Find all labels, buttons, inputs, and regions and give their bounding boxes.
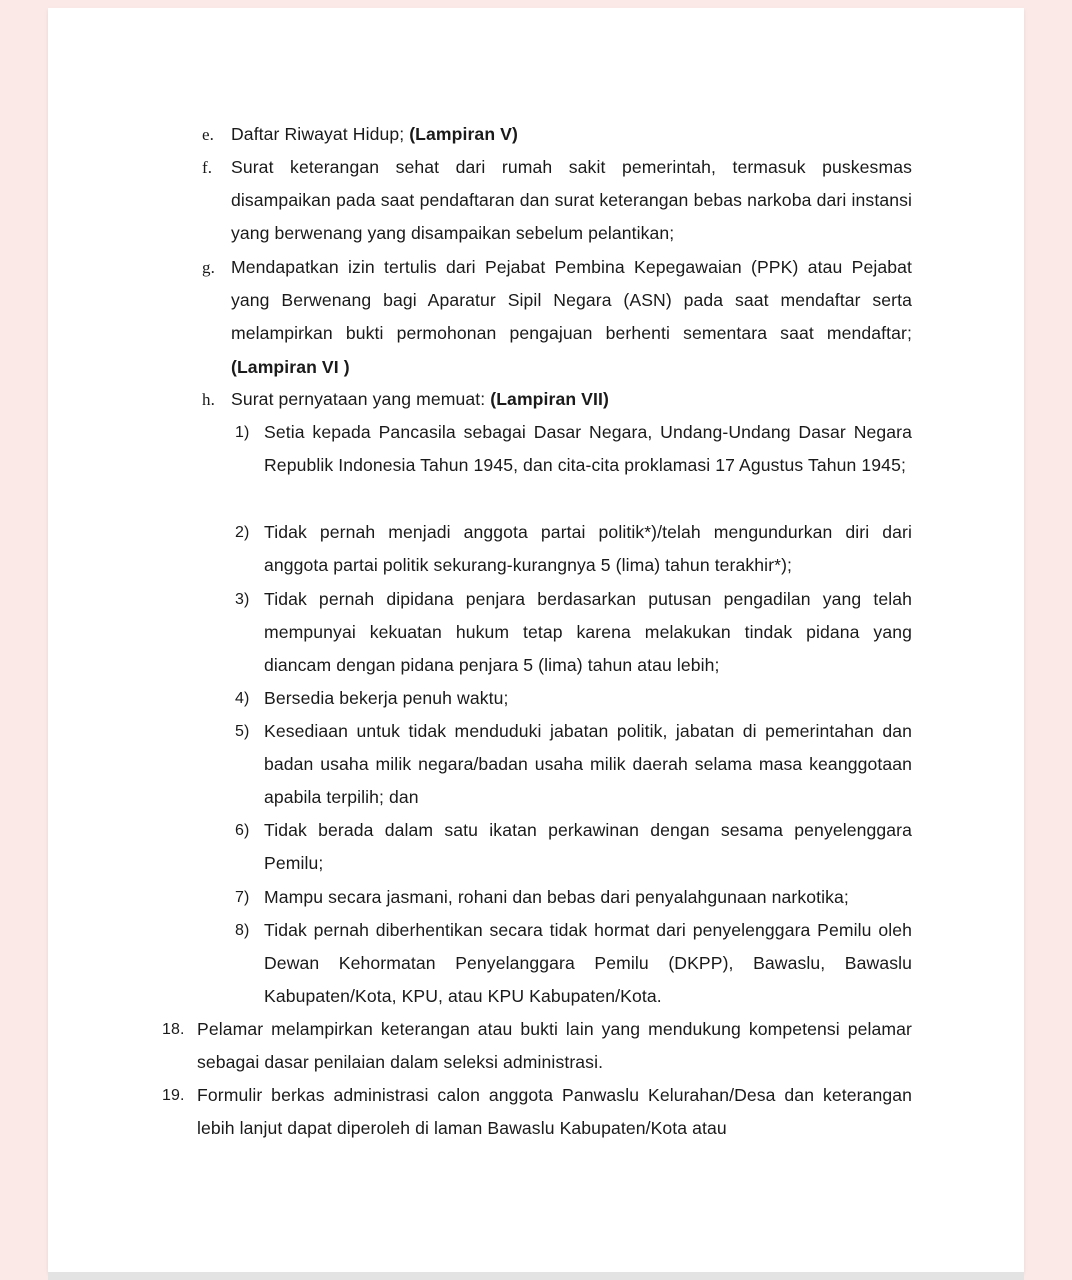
sub-list-item-text: Bersedia bekerja penuh waktu; bbox=[264, 688, 509, 708]
sub-list-item bbox=[235, 416, 912, 482]
sub-list-marker: 6) bbox=[235, 822, 250, 839]
list-marker: e. bbox=[202, 125, 214, 144]
sub-list-marker: 7) bbox=[235, 889, 250, 906]
sub-list-marker: 1) bbox=[235, 424, 250, 441]
main-list-marker: 19. bbox=[162, 1087, 185, 1104]
sub-list-item-text: Tidak pernah menjadi anggota partai politik*)/telah mengundurkan diri dari anggota partai politik sekurang-kurangnya 5 (lima) tahun terakhir*); bbox=[264, 522, 912, 576]
main-list-item-text: Formulir berkas administrasi calon anggota Panwaslu Kelurahan/Desa dan keterangan lebih lanjut dapat diperoleh di laman Bawaslu Kabupaten/Kota atau bbox=[197, 1085, 912, 1139]
sub-list-marker: 4) bbox=[235, 690, 250, 707]
sub-list-item-text: Mampu secara jasmani, rohani dan bebas dari penyalahgunaan narkotika; bbox=[264, 887, 849, 907]
sub-list-item-text: Tidak berada dalam satu ikatan perkawinan dengan sesama penyelenggara Pemilu; bbox=[264, 820, 912, 874]
sub-list-marker: 5) bbox=[235, 723, 250, 740]
sub-list-item bbox=[235, 881, 912, 914]
list-item-h bbox=[202, 383, 912, 416]
sub-list-item-text: Tidak pernah dipidana penjara berdasarkan putusan pengadilan yang telah mempunyai kekuatan hukum tetap karena melakukan tindak pidana yang diancam dengan pidana penjara 5 (lima) tahun atau lebih; bbox=[264, 589, 912, 676]
list-item-f bbox=[202, 151, 912, 251]
list-item-text: Mendapatkan izin tertulis dari Pejabat Pembina Kepegawaian (PPK) atau Pejabat yang Berwenang bagi Aparatur Sipil Negara (ASN) pada saat mendaftar serta melampirkan bukti permohonan pengajuan berhenti sementara saat mendaftar; (Lampiran VI ) bbox=[231, 257, 912, 377]
sub-list-item bbox=[235, 914, 912, 1014]
list-item-text: Surat pernyataan yang memuat: (Lampiran VII) bbox=[231, 389, 609, 409]
main-list-marker: 18. bbox=[162, 1021, 185, 1038]
sub-list-item-text: Kesediaan untuk tidak menduduki jabatan politik, jabatan di pemerintahan dan badan usaha milik negara/badan usaha milik daerah selama masa keanggotaan apabila terpilih; dan bbox=[264, 721, 912, 808]
sub-list-marker: 2) bbox=[235, 524, 250, 541]
list-item-g bbox=[202, 251, 912, 384]
main-list-item bbox=[162, 1013, 912, 1079]
sub-list-item bbox=[235, 583, 912, 683]
main-list-item-text: Pelamar melampirkan keterangan atau bukti lain yang mendukung kompetensi pelamar sebagai dasar penilaian dalam seleksi administrasi. bbox=[197, 1019, 912, 1073]
attachment-reference: (Lampiran V) bbox=[409, 124, 518, 144]
sub-list-item bbox=[235, 682, 912, 715]
page-edge-shadow bbox=[48, 1272, 1024, 1280]
sub-list-marker: 8) bbox=[235, 922, 250, 939]
attachment-reference: (Lampiran VII) bbox=[490, 389, 609, 409]
attachment-reference: (Lampiran VI ) bbox=[231, 356, 350, 377]
sub-list-item bbox=[235, 814, 912, 880]
sub-list-marker: 3) bbox=[235, 591, 250, 608]
sub-list-item bbox=[235, 715, 912, 815]
sub-list-item-text: Setia kepada Pancasila sebagai Dasar Negara, Undang-Undang Dasar Negara Republik Indonesia Tahun 1945, dan cita-cita proklamasi 17 Agustus Tahun 1945; bbox=[264, 422, 912, 476]
main-list-item bbox=[162, 1079, 912, 1145]
list-marker: g. bbox=[202, 258, 215, 277]
sub-list-item-text: Tidak pernah diberhentikan secara tidak hormat dari penyelenggara Pemilu oleh Dewan Kehormatan Penyelanggara Pemilu (DKPP), Bawaslu, Bawaslu Kabupaten/Kota, KPU, atau KPU Kabupaten/Kota. bbox=[264, 920, 912, 1007]
list-marker: h. bbox=[202, 390, 215, 409]
list-item-text: Daftar Riwayat Hidup; (Lampiran V) bbox=[231, 124, 518, 144]
list-item-text: Surat keterangan sehat dari rumah sakit pemerintah, termasuk puskesmas disampaikan pada saat pendaftaran dan surat keterangan bebas narkoba dari instansi yang berwenang yang disampaikan sebelum pelantikan; bbox=[231, 157, 912, 244]
list-marker: f. bbox=[202, 158, 213, 177]
sub-list-item bbox=[235, 516, 912, 582]
list-item-e bbox=[202, 118, 912, 151]
